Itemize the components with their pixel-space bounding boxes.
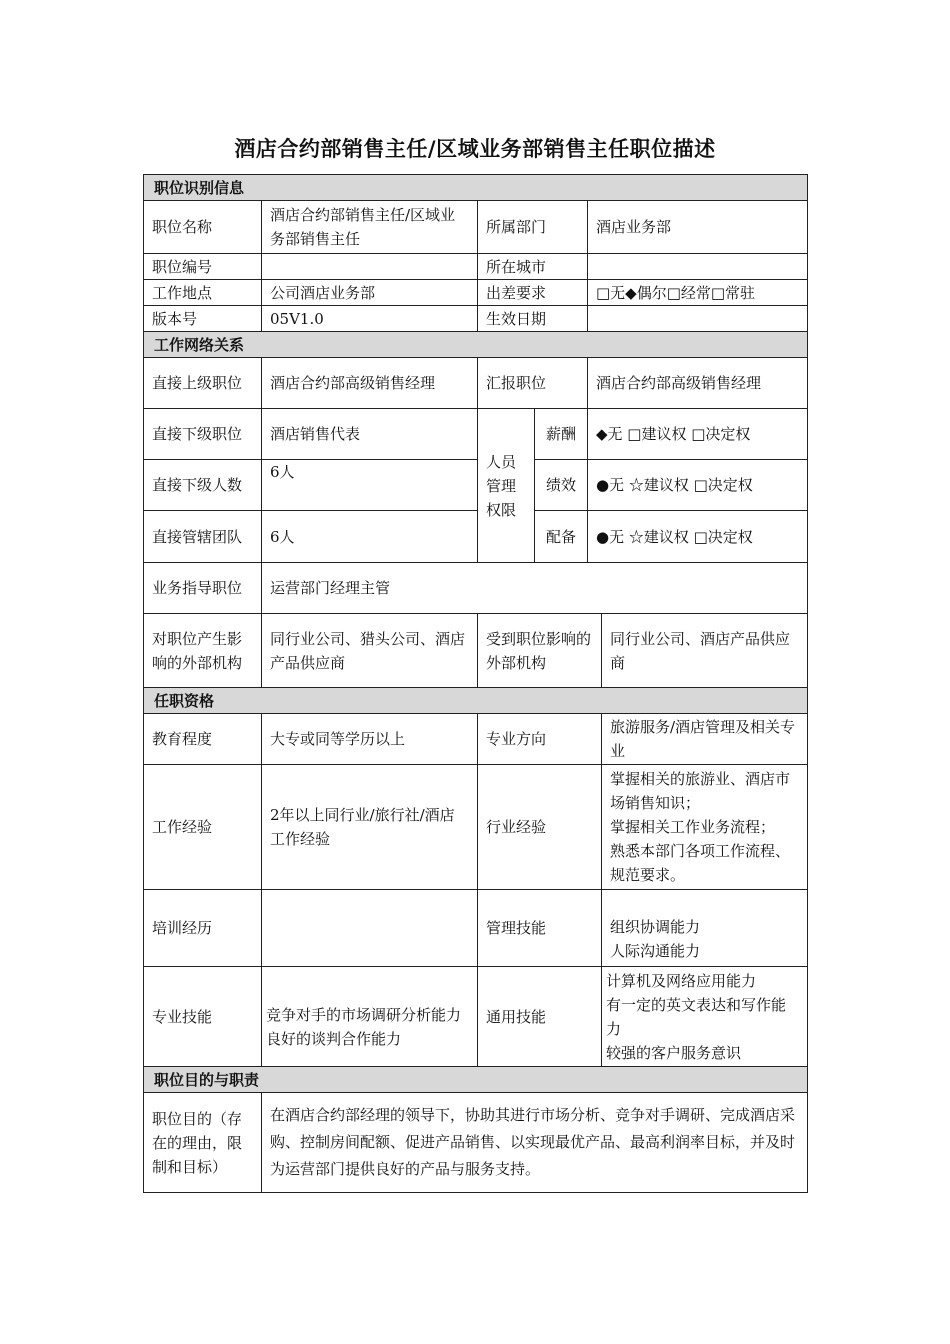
city-value bbox=[588, 254, 808, 280]
section-network-header: 工作网络关系 bbox=[144, 332, 808, 358]
document-title: 酒店合约部销售主任/区域业务部销售主任职位描述 bbox=[234, 137, 716, 161]
staffing-label: 配备 bbox=[535, 511, 588, 563]
superior-value: 酒店合约部高级销售经理 bbox=[262, 358, 478, 409]
guide-value: 运营部门经理主管 bbox=[262, 563, 808, 614]
salary-label: 薪酬 bbox=[535, 409, 588, 460]
report-label: 汇报职位 bbox=[478, 358, 588, 409]
mgmt-authority-label: 人员 管理 权限 bbox=[478, 409, 535, 563]
ext-affected-value: 同行业公司、酒店产品供应商 bbox=[602, 614, 808, 688]
position-code-label: 职位编号 bbox=[144, 254, 262, 280]
mgmt-skill-label: 管理技能 bbox=[478, 890, 602, 967]
team-label: 直接管辖团队 bbox=[144, 511, 262, 563]
work-exp-value: 2年以上同行业/旅行社/酒店工作经验 bbox=[262, 765, 478, 890]
pro-skill-value: 竞争对手的市场调研分析能力 良好的谈判合作能力 bbox=[262, 967, 478, 1067]
location-value: 公司酒店业务部 bbox=[262, 280, 478, 306]
position-code-value bbox=[262, 254, 478, 280]
training-label: 培训经历 bbox=[144, 890, 262, 967]
mgmt-skill-value: 组织协调能力 人际沟通能力 bbox=[602, 890, 808, 967]
ext-affected-label: 受到职位影响的外部机构 bbox=[478, 614, 602, 688]
section-purpose-header: 职位目的与职责 bbox=[144, 1067, 808, 1093]
city-label: 所在城市 bbox=[478, 254, 588, 280]
subordinate-value: 酒店销售代表 bbox=[262, 409, 478, 460]
effective-date-label: 生效日期 bbox=[478, 306, 588, 332]
effective-date-value bbox=[588, 306, 808, 332]
travel-value: □无◆偶尔□经常□常驻 bbox=[588, 280, 808, 306]
report-value: 酒店合约部高级销售经理 bbox=[588, 358, 808, 409]
position-name-label: 职位名称 bbox=[144, 201, 262, 254]
section-identity-header: 职位识别信息 bbox=[144, 175, 808, 201]
ext-influence-value: 同行业公司、猎头公司、酒店产品供应商 bbox=[262, 614, 478, 688]
section-qualification-header: 任职资格 bbox=[144, 688, 808, 714]
dept-label: 所属部门 bbox=[478, 201, 588, 254]
superior-label: 直接上级职位 bbox=[144, 358, 262, 409]
industry-exp-label: 行业经验 bbox=[478, 765, 602, 890]
work-exp-label: 工作经验 bbox=[144, 765, 262, 890]
dept-value: 酒店业务部 bbox=[588, 201, 808, 254]
purpose-label: 职位目的（存在的理由，限制和目标） bbox=[144, 1093, 262, 1193]
education-label: 教育程度 bbox=[144, 714, 262, 765]
major-label: 专业方向 bbox=[478, 714, 602, 765]
subordinate-label: 直接下级职位 bbox=[144, 409, 262, 460]
education-value: 大专或同等学历以上 bbox=[262, 714, 478, 765]
general-skill-label: 通用技能 bbox=[478, 967, 602, 1067]
team-value: 6人 bbox=[262, 511, 478, 563]
position-name-value: 酒店合约部销售主任/区域业务部销售主任 bbox=[262, 201, 478, 254]
pro-skill-label: 专业技能 bbox=[144, 967, 262, 1067]
training-value bbox=[262, 890, 478, 967]
staffing-value: ●无 ☆建议权 □决定权 bbox=[588, 511, 808, 563]
performance-label: 绩效 bbox=[535, 460, 588, 511]
job-description-table bbox=[143, 174, 808, 1193]
performance-value: ●无 ☆建议权 □决定权 bbox=[588, 460, 808, 511]
sub-count-label: 直接下级人数 bbox=[144, 460, 262, 511]
version-label: 版本号 bbox=[144, 306, 262, 332]
salary-value: ◆无 □建议权 □决定权 bbox=[588, 409, 808, 460]
sub-count-value: 6人 bbox=[262, 460, 478, 511]
major-value: 旅游服务/酒店管理及相关专业 bbox=[602, 714, 808, 765]
guide-label: 业务指导职位 bbox=[144, 563, 262, 614]
industry-exp-value: 掌握相关的旅游业、酒店市场销售知识； 掌握相关工作业务流程； 熟悉本部门各项工作流程、规范要求。 bbox=[602, 765, 808, 890]
general-skill-value: 计算机及网络应用能力 有一定的英文表达和写作能力 较强的客户服务意识 bbox=[602, 967, 808, 1067]
location-label: 工作地点 bbox=[144, 280, 262, 306]
ext-influence-label: 对职位产生影响的外部机构 bbox=[144, 614, 262, 688]
version-value: 05V1.0 bbox=[262, 306, 478, 332]
travel-label: 出差要求 bbox=[478, 280, 588, 306]
purpose-text: 在酒店合约部经理的领导下，协助其进行市场分析、竞争对手调研、完成酒店采购、控制房间配额、促进产品销售、以实现最优产品、最高利润率目标，并及时为运营部门提供良好的产品与服务支持。 bbox=[262, 1093, 808, 1193]
